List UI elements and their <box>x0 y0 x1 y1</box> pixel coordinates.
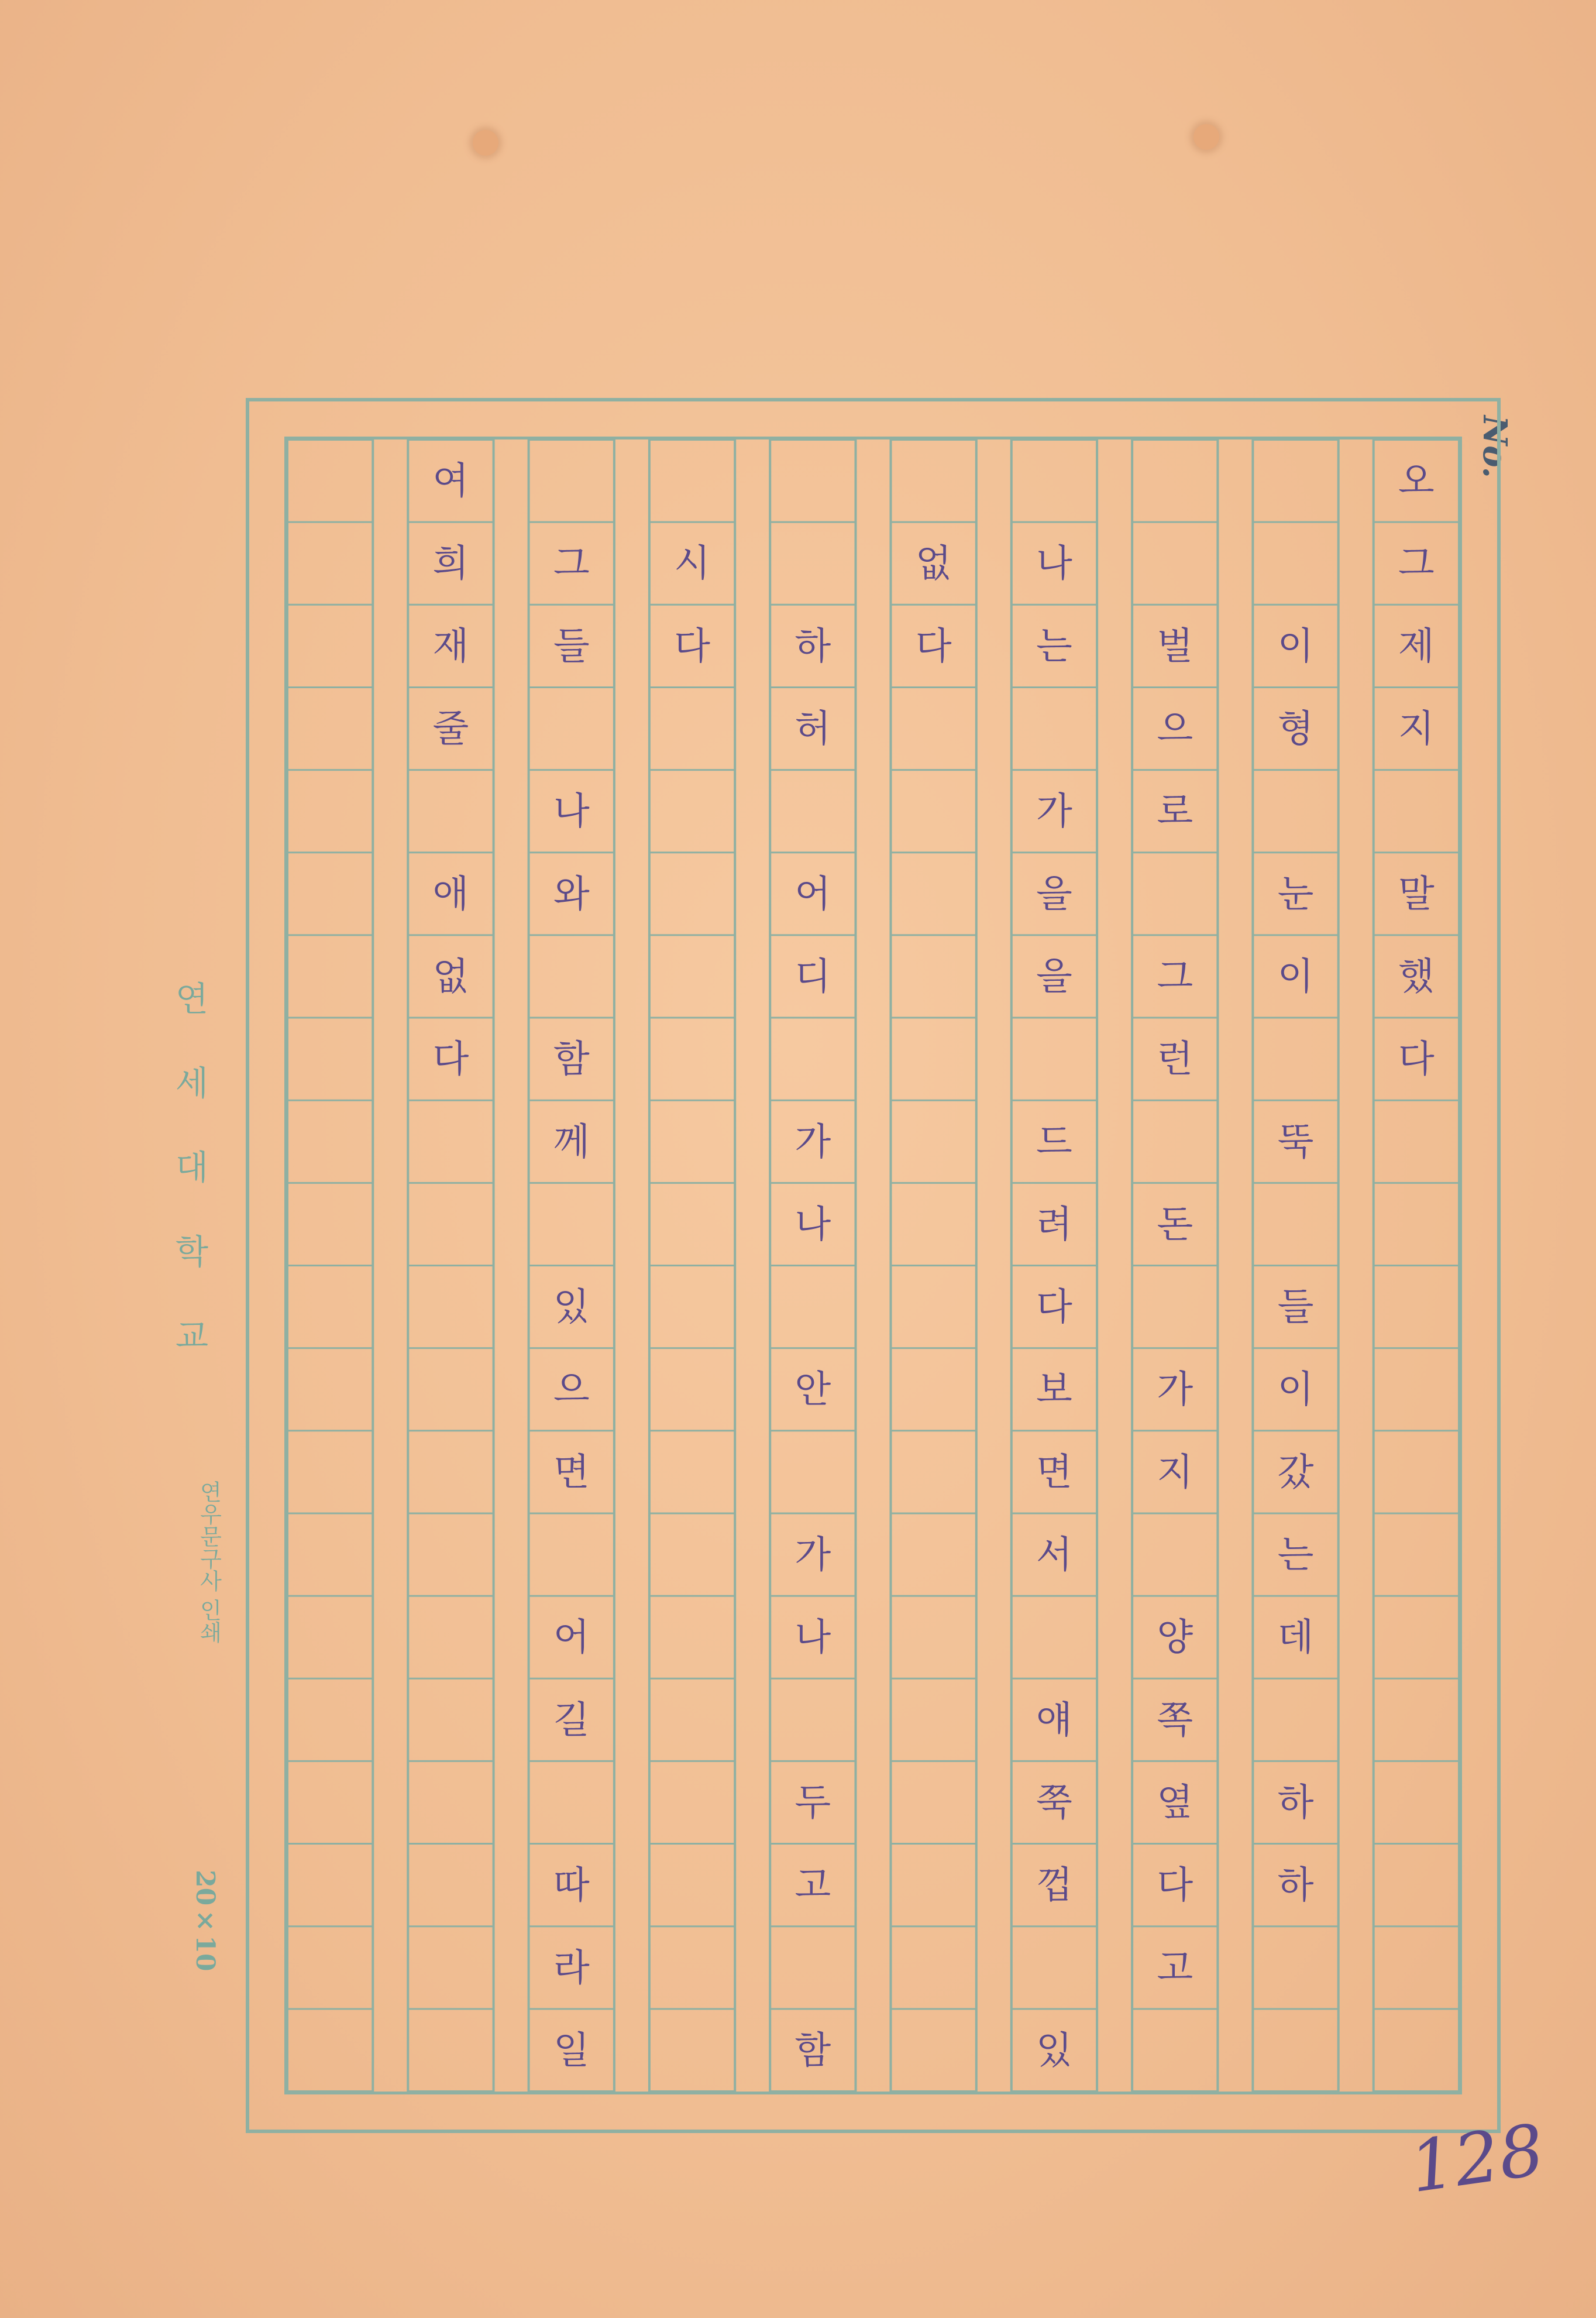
manuscript-grid-frame <box>246 398 1501 2133</box>
handwritten-char: 가 <box>1157 1368 1193 1412</box>
handwritten-char: 고 <box>1157 1946 1193 1990</box>
university-char: 대 <box>176 1148 209 1187</box>
handwritten-char: 어 <box>553 1616 590 1660</box>
handwritten-char: 오 <box>1398 459 1435 503</box>
manuscript-grid <box>284 437 1462 2094</box>
handwritten-char: 서 <box>1036 1533 1072 1577</box>
handwritten-char: 있 <box>553 1286 590 1330</box>
handwritten-char: 껍 <box>1036 1864 1072 1908</box>
handwritten-char: 께 <box>553 1120 590 1164</box>
handwritten-char: 뚝 <box>1277 1120 1314 1164</box>
handwritten-char: 다 <box>674 624 710 668</box>
handwritten-char: 다 <box>432 1038 469 1081</box>
handwritten-char: 그 <box>553 542 590 586</box>
handwritten-char: 어 <box>794 873 831 916</box>
handwritten-char: 시 <box>674 542 710 586</box>
handwritten-char: 두 <box>794 1781 831 1825</box>
university-char: 교 <box>176 1316 209 1356</box>
handwritten-char: 함 <box>553 1038 590 1081</box>
university-char: 연 <box>176 979 209 1019</box>
handwritten-char: 하 <box>794 624 831 668</box>
handwritten-char: 면 <box>1036 1451 1072 1495</box>
handwritten-char: 는 <box>1277 1533 1314 1577</box>
handwritten-char: 갔 <box>1277 1451 1314 1495</box>
handwritten-char: 와 <box>553 873 590 916</box>
handwritten-char: 여 <box>432 459 469 503</box>
handwritten-char: 하 <box>1277 1781 1314 1825</box>
handwritten-char: 벌 <box>1157 624 1193 668</box>
printer-text: 연우문구사 인쇄 <box>196 1481 222 1644</box>
handwritten-char: 다 <box>1398 1038 1435 1081</box>
handwritten-char: 다 <box>1157 1864 1193 1908</box>
handwritten-char: 애 <box>432 873 469 916</box>
handwritten-char: 가 <box>794 1533 831 1577</box>
handwritten-char: 나 <box>1036 542 1072 586</box>
handwritten-char: 로 <box>1157 790 1193 834</box>
handwritten-char: 들 <box>553 624 590 668</box>
handwritten-char: 을 <box>1036 955 1072 999</box>
handwritten-char: 면 <box>553 1451 590 1495</box>
handwritten-char: 돈 <box>1157 1203 1193 1246</box>
handwritten-char: 드 <box>1036 1120 1072 1164</box>
sheet-size-text: 20×10 <box>190 1870 220 1972</box>
page-number: 128 <box>1405 2109 1549 2209</box>
binding-hole-right <box>1193 124 1219 150</box>
handwritten-char: 가 <box>794 1120 831 1164</box>
handwritten-char: 없 <box>915 542 952 586</box>
handwritten-char: 희 <box>432 542 469 586</box>
handwritten-char: 지 <box>1157 1451 1193 1495</box>
handwritten-char: 나 <box>794 1616 831 1660</box>
handwritten-char: 허 <box>794 708 831 751</box>
number-label: No. <box>1475 415 1514 479</box>
university-char: 학 <box>176 1232 209 1272</box>
handwritten-char: 디 <box>794 955 831 999</box>
grid-lines <box>287 439 1459 2092</box>
handwritten-char: 이 <box>1277 624 1314 668</box>
handwritten-char: 는 <box>1036 624 1072 668</box>
handwritten-char: 옆 <box>1157 1781 1193 1825</box>
handwritten-char: 다 <box>1036 1286 1072 1330</box>
handwritten-char: 이 <box>1277 1368 1314 1412</box>
handwritten-char: 런 <box>1157 1038 1193 1081</box>
handwritten-char: 재 <box>432 624 469 668</box>
handwritten-char: 하 <box>1277 1864 1314 1908</box>
handwritten-char: 고 <box>794 1864 831 1908</box>
university-char: 세 <box>176 1063 209 1103</box>
handwritten-char: 라 <box>553 1946 590 1990</box>
handwritten-char: 그 <box>1398 542 1435 586</box>
handwritten-char: 나 <box>794 1203 831 1246</box>
handwritten-char: 따 <box>553 1864 590 1908</box>
printer-name <box>193 1481 225 1643</box>
handwritten-char: 함 <box>794 2029 831 2073</box>
sheet-size <box>190 1870 220 1971</box>
university-name <box>176 971 208 1358</box>
handwritten-char: 들 <box>1277 1286 1314 1330</box>
handwritten-char: 보 <box>1036 1368 1072 1412</box>
handwritten-char: 쪽 <box>1157 1698 1193 1742</box>
handwritten-char: 다 <box>915 624 952 668</box>
handwritten-char: 으 <box>553 1368 590 1412</box>
handwritten-char: 길 <box>553 1698 590 1742</box>
handwritten-char: 데 <box>1277 1616 1314 1660</box>
binding-hole-left <box>473 130 498 156</box>
handwritten-char: 가 <box>1036 790 1072 834</box>
handwritten-char: 으 <box>1157 708 1193 751</box>
handwritten-char: 안 <box>794 1368 831 1412</box>
handwritten-char: 있 <box>1036 2029 1072 2073</box>
handwritten-char: 했 <box>1398 955 1435 999</box>
handwritten-char: 양 <box>1157 1616 1193 1660</box>
handwritten-char: 눈 <box>1277 873 1314 916</box>
handwritten-char: 쭉 <box>1036 1781 1072 1825</box>
handwritten-char: 형 <box>1277 708 1314 751</box>
handwritten-char: 말 <box>1398 873 1435 916</box>
handwritten-char: 제 <box>1398 624 1435 668</box>
handwritten-char: 얘 <box>1036 1698 1072 1742</box>
handwritten-char: 을 <box>1036 873 1072 916</box>
handwritten-char: 지 <box>1398 708 1435 751</box>
handwritten-char: 일 <box>553 2029 590 2073</box>
handwritten-char: 려 <box>1036 1203 1072 1246</box>
handwritten-char: 없 <box>432 955 469 999</box>
handwritten-char: 이 <box>1277 955 1314 999</box>
handwritten-char: 나 <box>553 790 590 834</box>
handwritten-char: 그 <box>1157 955 1193 999</box>
handwritten-char: 줄 <box>432 708 469 751</box>
